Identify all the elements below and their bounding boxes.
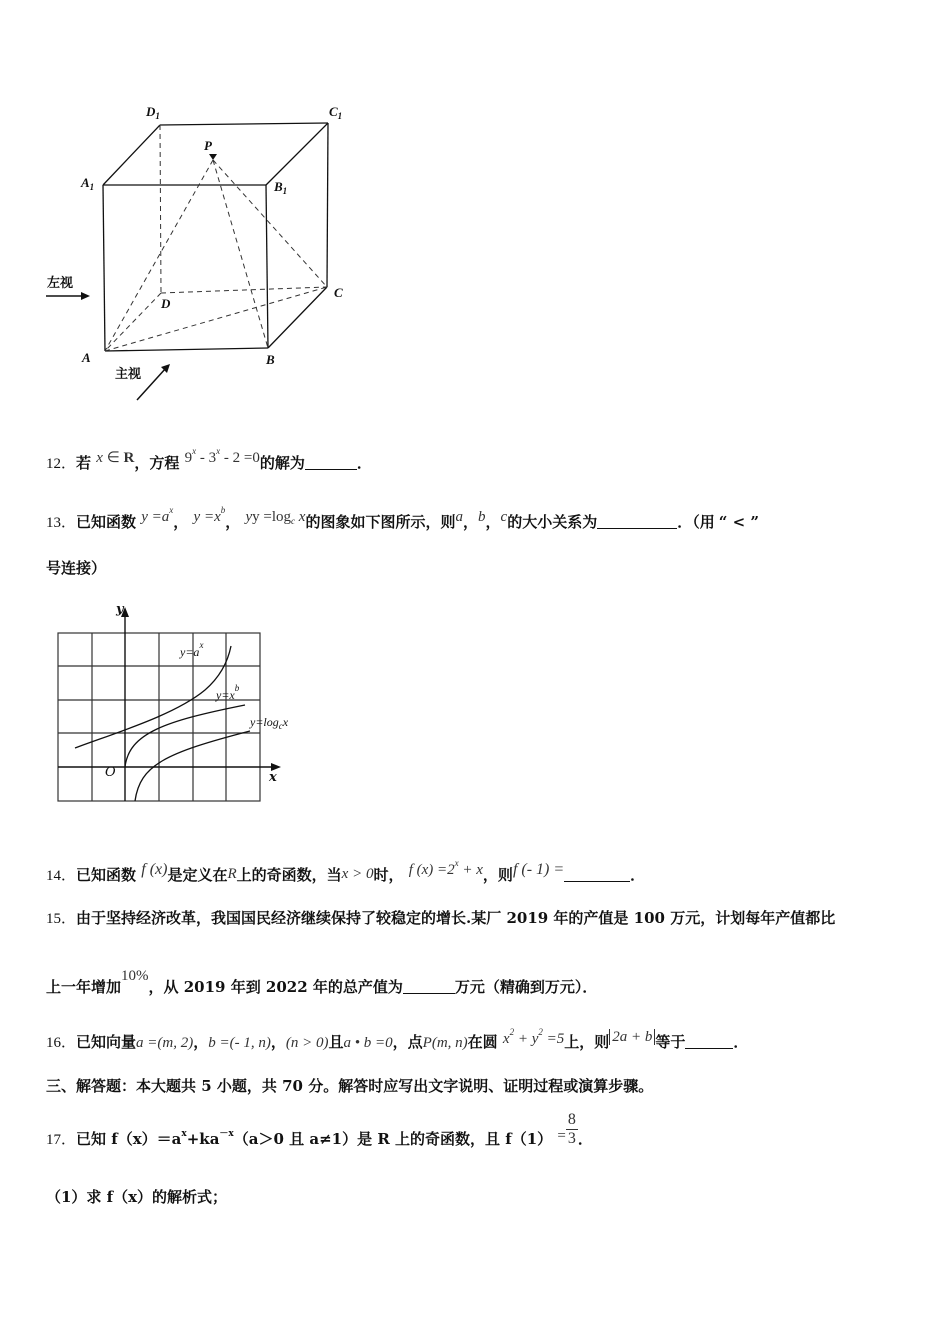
label-a1: $A_1$ bbox=[81, 175, 95, 192]
answer-blank-15[interactable] bbox=[403, 979, 455, 994]
function-graph bbox=[55, 603, 305, 808]
section-3-heading: 三、解答题：本大题共 5 小题，共 70 分。解答时应写出文字说明、证明过程或演算步骤。 bbox=[46, 1077, 654, 1095]
answer-blank-13[interactable] bbox=[597, 514, 677, 529]
curve-label-log: $y=\log_cx$ bbox=[250, 715, 289, 731]
question-14: 14．已知函数 f (x)是定义在R上的奇函数，当x > 0时， f $(x) =2^x + x$，则f (- 1) = ． bbox=[46, 858, 646, 884]
curve-label-exponential: $y=a^x$ bbox=[180, 640, 204, 659]
question-15-cont: 上一年增加10%，从 2019 年到 2022 年的总产值为 万元（精确到万元）． bbox=[46, 968, 598, 996]
curve-label-power: $y=x^b$ bbox=[216, 683, 240, 702]
question-17: 17．已知 $f(x)=a^x+ka^{-x}(a>0$ 且 a≠1）是 R 上的奇函数，且 f（1） = $\frac{8}{3}$ ． bbox=[46, 1110, 593, 1148]
label-b1: $B_1$ bbox=[274, 179, 288, 196]
label-c1: $C_1$ bbox=[329, 104, 343, 121]
fraction-8-3: $\frac{8}{3}$ bbox=[567, 1110, 576, 1147]
label-d1: $D_1$ bbox=[146, 104, 160, 121]
label-a: A bbox=[82, 350, 91, 365]
label-b: B bbox=[266, 352, 275, 367]
question-16: 16．已知向量a =(m, 2)，b =(- 1, n)，(n > 0)且a • b =0，点P(m, n)在圆 $x^2 + y^2 =5$上，则 2a + b 等于 ． bbox=[46, 1027, 749, 1051]
x-axis-label: x bbox=[269, 770, 277, 785]
answer-blank-12[interactable] bbox=[305, 455, 357, 470]
curve-power bbox=[125, 705, 245, 767]
label-d: D bbox=[161, 296, 171, 311]
question-12: 12．若 x ∈ R，方程 9$^x$ - 3$^x$ - 2 =0的解为 ． bbox=[46, 446, 372, 472]
answer-blank-16[interactable] bbox=[685, 1034, 733, 1049]
question-13-cont: 号连接） bbox=[46, 559, 107, 577]
answer-blank-14[interactable] bbox=[564, 867, 630, 882]
front-view-label: 主视 bbox=[115, 367, 142, 382]
y-axis-label: y bbox=[116, 602, 124, 617]
question-17-part-1: （1）求 f（x）的解析式； bbox=[46, 1188, 228, 1206]
left-view-label: 左视 bbox=[47, 276, 74, 291]
label-p: P bbox=[204, 138, 212, 153]
origin-label: O bbox=[105, 765, 116, 780]
question-13: 13．已知函数 $y =a^x$， $y =x^b$， yy $=\log_c$ x的图象如下图所示，则a，b，c的大小关系为 ．（用 “ < ” bbox=[46, 505, 759, 531]
question-15: 15．由于坚持经济改革，我国国民经济继续保持了较稳定的增长.某厂 2019 年的产值是 100 万元，计划每年产值都比 bbox=[46, 909, 836, 927]
label-c: C bbox=[334, 285, 343, 300]
